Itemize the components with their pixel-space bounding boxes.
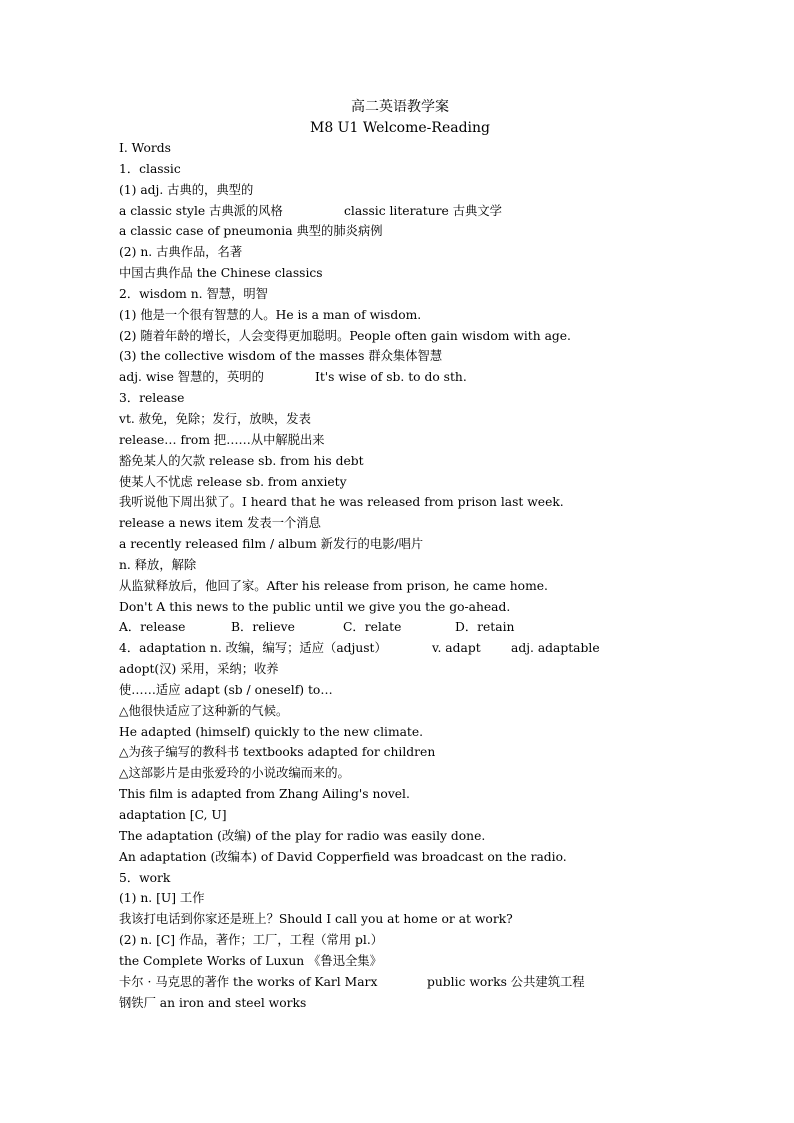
line-segment: (3) the collective wisdom of the masses 群众集体智慧	[119, 349, 443, 364]
line-segment: release… from 把……从中解脱出来	[119, 432, 325, 447]
line-segment: An adaptation (改编本) of David Copperfield was broadcast on the radio.	[119, 849, 567, 864]
line-segment: adopt(汉) 采用，采纳；收养	[119, 662, 279, 677]
text-line	[119, 930, 759, 951]
line-segment: C．relate	[343, 620, 402, 635]
text-line	[119, 763, 759, 784]
text-line	[119, 305, 759, 326]
text-line	[119, 805, 759, 826]
line-segment: (1) adj. 古典的，典型的	[119, 182, 254, 197]
line-segment: a classic case of pneumonia 典型的肺炎病例	[119, 224, 383, 239]
text-line	[119, 409, 759, 430]
line-segment: 使……适应 adapt (sb / oneself) to…	[119, 682, 333, 697]
line-segment: 4．adaptation n. 改编，编写；适应（adjust）	[119, 641, 387, 656]
text-line	[119, 868, 759, 889]
line-segment: Don't A this news to the public until we give you the go-ahead.	[119, 599, 511, 614]
text-line	[119, 513, 759, 534]
line-segment: 3．release	[119, 391, 185, 406]
line-segment: 2．wisdom n. 智慧，明智	[119, 286, 268, 301]
worksheet-content	[119, 138, 759, 1013]
line-segment: v. adapt	[432, 641, 481, 656]
text-line	[119, 180, 759, 201]
text-line	[119, 742, 759, 763]
line-segment: a classic style 古典派的风格	[119, 203, 283, 218]
line-segment: 钢铁厂 an iron and steel works	[119, 995, 307, 1010]
line-segment: 卡尔 · 马克思的著作 the works of Karl Marx	[119, 974, 378, 989]
line-segment: (2) n. 古典作品，名著	[119, 245, 243, 260]
line-segment: 我该打电话到你家还是班上？Should I call you at home or at work?	[119, 912, 513, 927]
line-segment: The adaptation (改编) of the play for radio was easily done.	[119, 828, 486, 843]
line-segment: classic literature 古典文学	[344, 203, 502, 218]
text-line	[119, 388, 759, 409]
text-line	[119, 847, 759, 868]
line-segment: 从监狱释放后，他回了家。After his release from prison, he came home.	[119, 578, 548, 593]
text-line	[119, 576, 759, 597]
text-line	[119, 284, 759, 305]
line-segment: 豁免某人的欠款 release sb. from his debt	[119, 453, 364, 468]
text-line	[119, 472, 759, 493]
line-segment: 中国古典作品 the Chinese classics	[119, 266, 323, 281]
line-segment: This film is adapted from Zhang Ailing's novel.	[119, 787, 410, 802]
line-segment: a recently released film / album 新发行的电影/唱片	[119, 537, 424, 552]
text-line	[119, 972, 759, 993]
line-segment: n. 释放，解除	[119, 557, 197, 572]
text-line	[119, 680, 759, 701]
line-segment: 1．classic	[119, 161, 181, 176]
line-segment: the Complete Works of Luxun 《鲁迅全集》	[119, 953, 382, 968]
text-line	[119, 784, 759, 805]
text-line	[119, 346, 759, 367]
line-segment: △为孩子编写的教科书 textbooks adapted for children	[119, 745, 436, 760]
page-subtitle: M8 U1 Welcome-Reading	[309, 120, 490, 136]
line-segment: △他很快适应了这种新的气候。	[119, 703, 289, 718]
line-segment: Ⅰ. Words	[119, 141, 171, 155]
text-line	[119, 951, 759, 972]
line-segment: adaptation [C, U]	[119, 808, 227, 822]
text-line	[119, 638, 759, 659]
text-line	[119, 826, 759, 847]
text-line	[119, 242, 759, 263]
line-segment: adj. adaptable	[511, 641, 600, 656]
line-segment: He adapted (himself) quickly to the new climate.	[119, 724, 424, 739]
text-line	[119, 138, 759, 159]
text-line	[119, 367, 759, 388]
text-line	[119, 534, 759, 555]
text-line	[119, 221, 759, 242]
line-segment: (2) 随着年龄的增长，人会变得更加聪明。People often gain wisdom with age.	[119, 328, 571, 343]
line-segment: 我听说他下周出狱了。I heard that he was released from prison last week.	[119, 495, 564, 510]
line-segment: vt. 赦免，免除；发行，放映，发表	[119, 411, 311, 426]
text-line	[119, 722, 759, 743]
text-line	[119, 492, 759, 513]
text-line	[119, 993, 759, 1014]
line-segment: A．release	[119, 620, 186, 635]
text-line	[119, 659, 759, 680]
text-line	[119, 326, 759, 347]
line-segment: release a news item 发表一个消息	[119, 516, 321, 531]
text-line	[119, 201, 759, 222]
text-line	[119, 263, 759, 284]
text-line	[119, 617, 759, 638]
line-segment: △这部影片是由张爱玲的小说改编而来的。	[119, 766, 350, 781]
line-segment: adj. wise 智慧的，英明的	[119, 370, 264, 385]
text-line	[119, 701, 759, 722]
text-line	[119, 888, 759, 909]
line-segment: 使某人不忧虑 release sb. from anxiety	[119, 474, 347, 489]
text-line	[119, 451, 759, 472]
line-segment: (1) n. [U] 工作	[119, 891, 205, 906]
text-line	[119, 555, 759, 576]
text-line	[119, 159, 759, 180]
line-segment: B．relieve	[231, 620, 295, 635]
line-segment: (2) n. [C] 作品，著作；工厂，工程（常用 pl.）	[119, 933, 384, 948]
line-segment: It's wise of sb. to do sth.	[315, 370, 467, 385]
line-segment: public works 公共建筑工程	[427, 974, 585, 989]
text-line	[119, 909, 759, 930]
line-segment: D．retain	[455, 620, 515, 635]
line-segment: (1) 他是一个很有智慧的人。He is a man of wisdom.	[119, 307, 422, 322]
text-line	[119, 430, 759, 451]
text-line	[119, 597, 759, 618]
page-title: 高二英语教学案	[351, 99, 449, 115]
line-segment: 5．work	[119, 870, 171, 885]
